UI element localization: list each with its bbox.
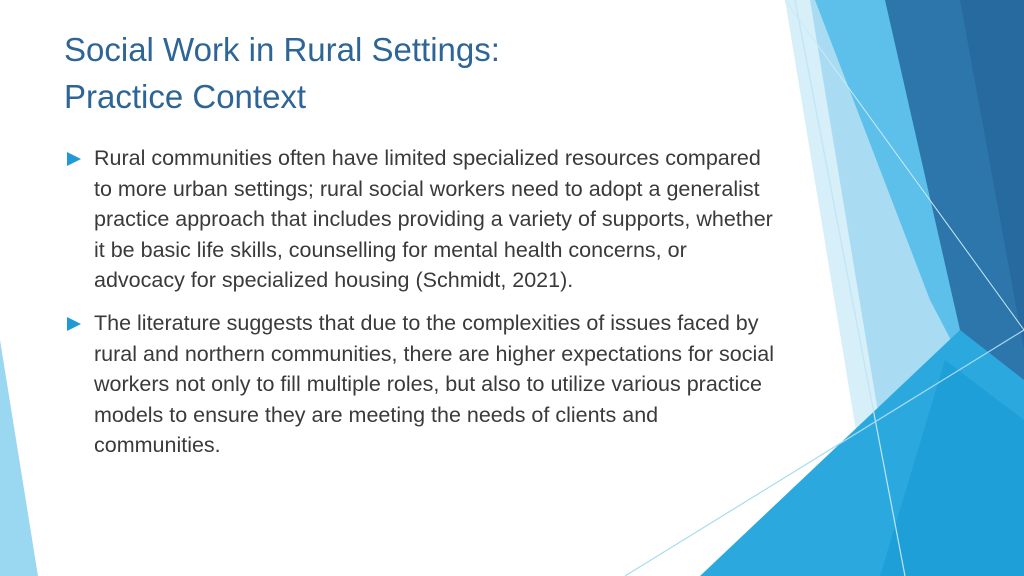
triangle-bullet-icon [67,317,81,331]
bullet-item [64,143,779,296]
title-line-2: Practice Context [64,78,307,115]
left-edge-shape [0,340,38,576]
bullet-text: Rural communities often have limited specialized resources compared to more urban settings; rural social workers need to adopt a generalist practice approach that includes providing a variety of supports, whether it be basic life skills, counselling for mental health concerns, or advocacy for specialized housing (Schmidt, 2021). [94,146,773,293]
title-line-1: Social Work in Rural Settings: [64,31,500,68]
bullet-item [64,308,779,461]
bullet-list [64,143,779,473]
page-title [64,26,500,120]
bullet-text: The literature suggests that due to the complexities of issues faced by rural and northern communities, there are higher expectations for social workers not only to fill multiple roles, but also to utilize various practice models to ensure they are meeting the needs of clients and communities. [94,310,774,458]
triangle-bullet-icon [67,152,81,166]
